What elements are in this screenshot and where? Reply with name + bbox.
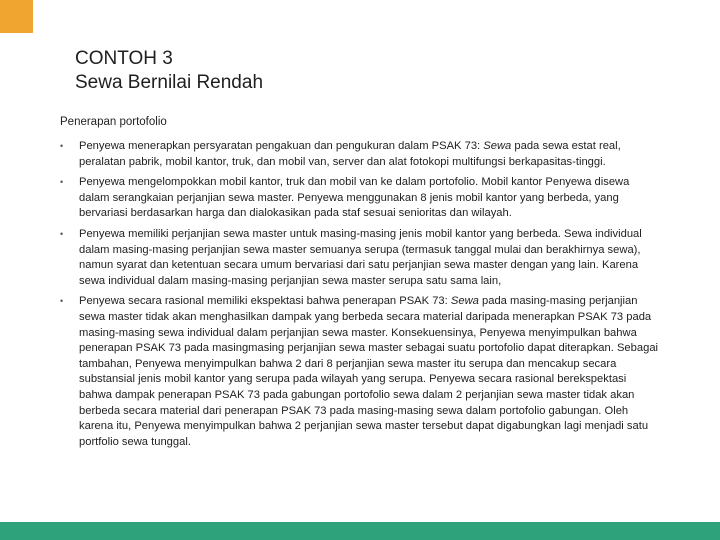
bullet-dot-icon: • bbox=[60, 296, 64, 307]
bullet-text-post: pada sewa estat real, peralatan pabrik, mobil kantor, truk, dan mobil van, server dan alat fotokopi multifungsi berkapasitas-tinggi. bbox=[79, 140, 621, 168]
slide-title bbox=[75, 47, 263, 95]
bullet-item bbox=[60, 227, 660, 289]
bullet-text-pre: Penyewa menerapkan persyaratan pengakuan dan pengukuran dalam PSAK 73: bbox=[79, 140, 484, 152]
bullet-dot-icon: • bbox=[60, 177, 64, 188]
bullet-text-pre: Penyewa secara rasional memiliki ekspektasi bahwa penerapan PSAK 73: bbox=[79, 295, 451, 308]
bullet-item bbox=[60, 175, 660, 222]
bullet-text-italic: Sewa bbox=[483, 140, 512, 152]
bullet-text-post: pada masing-masing perjanjian sewa master tidak akan menghasilkan dampak yang berbeda secara material daripada menerapkan PSAK 73 pada masing-masing sewa individual dalam perjanjian sewa master. Konsekuensinya, Penyewa menyimpulkan bahwa penerapan PSAK 73 pada masingmasing perjanjian sewa master sebagai suatu portofolio dapat diterapkan. Sebagai tambahan, Penyewa menyimpulkan bahwa 2 dari 8 perjanjian sewa master itu serupa dan mencakup secara substansial jenis mobil kantor yang serupa pada wilayah yang serupa. Penyewa secara rasional berekspektasi bahwa dampak penerapan PSAK 73 pada gabungan portofolio sewa dalam 2 perjanjian sewa master tidak akan berbeda secara material dari penerapan PSAK 73 pada masing-masing sewa dalam portofolio gabungan. Oleh karena itu, Penyewa menyimpulkan bahwa 2 perjanjian sewa master tersebut dapat digabungkan lagi menjadi satu portfolio sewa tunggal. bbox=[79, 295, 659, 448]
bullet-dot-icon: • bbox=[60, 141, 64, 151]
title-line-2: Sewa Bernilai Rendah bbox=[75, 72, 264, 93]
bullet-text-pre: Penyewa mengelompokkan mobil kantor, truk dan mobil van ke dalam portofolio. Mobil kantor Penyewa disewa dalam serangkaian perjanjian sewa master. Penyewa menggunakan 8 jenis mobil kantor yang berbeda, yang bervariasi berdasarkan harga dan dialokasikan pada staf sesuai senioritas dan wilayah. bbox=[79, 176, 630, 220]
bullet-dot-icon: • bbox=[60, 228, 64, 239]
bullet-text-italic: Sewa bbox=[450, 295, 479, 308]
accent-square bbox=[0, 0, 33, 33]
title-line-1: CONTOH 3 bbox=[75, 48, 173, 69]
bullet-text-pre: Penyewa memiliki perjanjian sewa master untuk masing-masing jenis mobil kantor yang berbeda. Sewa individual dalam masing-masing perjanjian sewa master semuanya serupa (termasuk tanggal mulai dan berakhirnya sewa), namun syarat dan ketentuan secara umum bervariasi dari satu perjanjian sewa master dengan yang lain. Karena sewa individual dalam masing-masing perjanjian sewa master serupa satu sama lain, bbox=[79, 227, 642, 287]
bullet-item bbox=[60, 294, 660, 450]
bullet-list bbox=[60, 139, 660, 455]
bullet-item bbox=[60, 139, 660, 170]
footer-bar bbox=[0, 522, 720, 540]
section-label: Penerapan portofolio bbox=[60, 116, 167, 128]
